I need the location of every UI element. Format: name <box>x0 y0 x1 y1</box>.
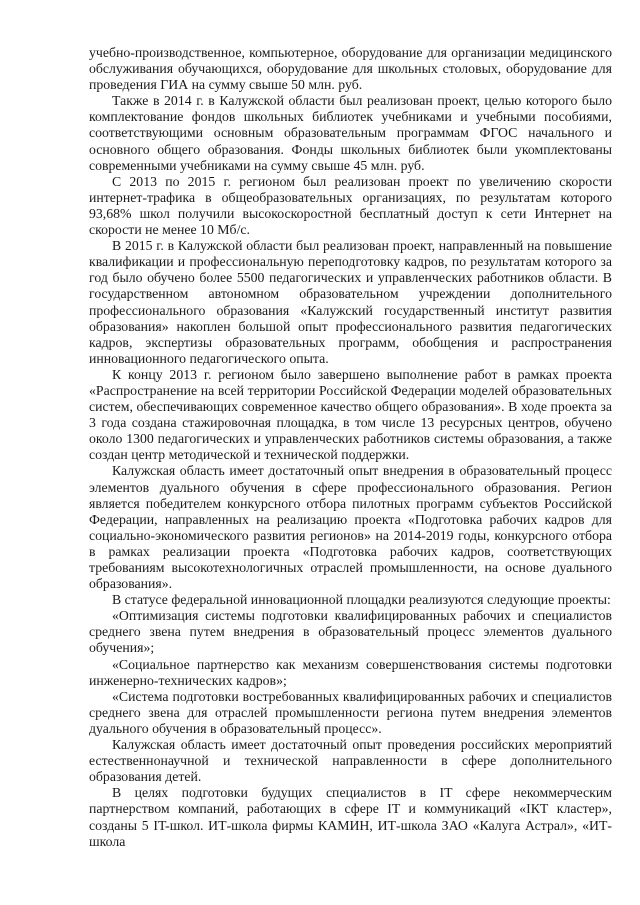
paragraph-equipment-continuation: учебно-производственное, компьютерное, оборудование для организации медицинского обслуживания обучающихся, оборудование для школьных столовых, оборудование для проведения ГИА на сумму свыше 50 млн. руб. <box>89 45 612 93</box>
paragraph-internet-project: С 2013 по 2015 г. регионом был реализован проект по увеличению скорости интернет-трафика в общеобразовательных организациях, по результатам которого 93,68% школ получили высокоскоростной бесплатный доступ к сети Интернет на скорости не менее 10 Мб/с. <box>89 173 612 238</box>
document-body <box>89 45 612 850</box>
paragraph-innovation-platform-intro: В статусе федеральной инновационной площадки реализуются следующие проекты: <box>112 592 611 608</box>
paragraph-additional-education: Калужская область имеет достаточный опыт проведения российских мероприятий естественнонаучной и технической направленности в сфере дополнительного образования детей. <box>89 737 612 785</box>
paragraph-project-partnership: «Социальное партнерство как механизм совершенствования системы подготовки инженерно-технических кадров»; <box>89 656 612 688</box>
paragraph-models-project: К концу 2013 г. регионом было завершено выполнение работ в рамках проекта «Распространение на всей территории Российской Федерации моделей образовательных систем, обеспечивающих современное качество общего образования». В ходе проекта за 3 года создана стажировочная площадка, в том числе 13 ресурсных центров, обучено около 1300 педагогических и управленческих работников системы образования, а также создан центр методической и технической поддержки. <box>89 366 612 463</box>
paragraph-project-training-system: «Система подготовки востребованных квалифицированных рабочих и специалистов среднего звена для отраслей промышленности региона путем внедрения элементов дуального обучения в образовательный процесс». <box>89 688 612 736</box>
paragraph-project-optimization: «Оптимизация системы подготовки квалифицированных рабочих и специалистов среднего звена путем внедрения в образовательный процесс элементов дуального обучения»; <box>89 608 612 656</box>
paragraph-it-schools: В целях подготовки будущих специалистов в IT сфере некоммерческим партнерством компаний, работающих в сфере IT и коммуникаций «IКТ кластер», созданы 5 IT-школ. ИТ-школа фирмы КАМИН, ИТ-школа ЗАО «Калуга Астрал», «ИТ-школа <box>89 785 612 849</box>
paragraph-qualification-project: В 2015 г. в Калужской области был реализован проект, направленный на повышение квалификации и профессиональную переподготовку кадров, по результатам которого за год было обучено более 5500 педагогических и управленческих работников области. В государственном автономном образовательном учреждении дополнительного профессионального образования «Калужский государственный институт развития образования» накоплен большой опыт профессионального развития педагогических кадров, экспертизы образовательных программ, обобщения и распространения инновационного педагогического опыта. <box>89 238 612 366</box>
paragraph-library-project: Также в 2014 г. в Калужской области был реализован проект, целью которого было комплектование фондов школьных библиотек учебниками и учебными пособиями, соответствующими основным образовательным программам ФГОС начального и основного общего образования. Фонды школьных библиотек были укомплектованы современными учебниками на сумму свыше 45 млн. руб. <box>89 93 612 173</box>
paragraph-dual-education: Калужская область имеет достаточный опыт внедрения в образовательный процесс элементов дуального обучения в сфере профессионального образования. Регион является победителем конкурсного отбора пилотных программ субъектов Российской Федерации, направленных на реализацию проекта «Подготовка рабочих кадров для социально-экономического развития регионов» на 2014-2019 годы, конкурсного отбора в рамках реализации проекта «Подготовка рабочих кадров, соответствующих требованиям высокотехнологичных отраслей промышленности, на основе дуального образования». <box>89 463 612 592</box>
